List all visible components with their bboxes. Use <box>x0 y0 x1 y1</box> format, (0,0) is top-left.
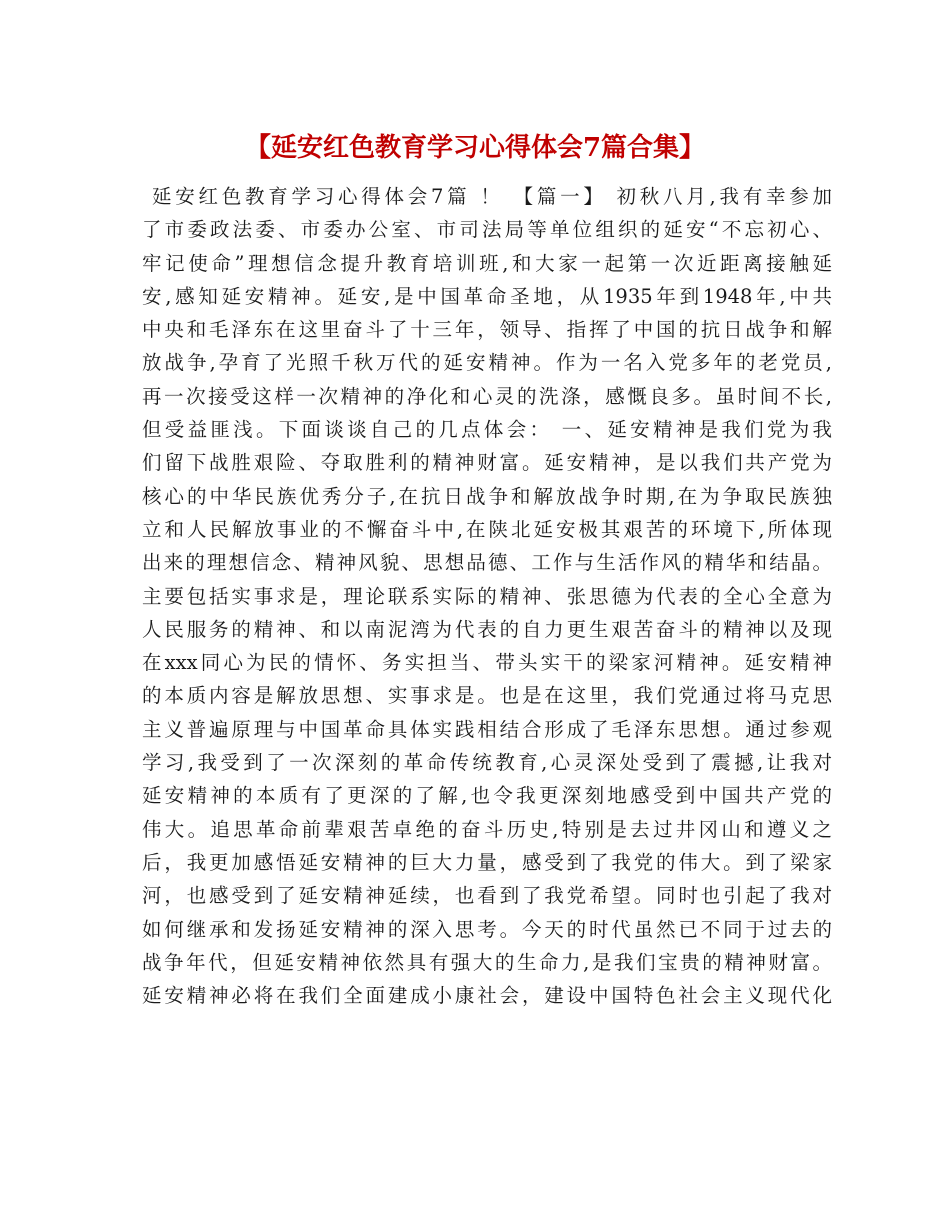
body-line: 们留下战胜艰险、夺取胜利的精神财富。延安精神，是以我们共产党为 <box>142 451 832 475</box>
document-title: 【延安红色教育学习心得体会7篇合集】 <box>244 133 706 163</box>
body-line: 如何继承和发扬延安精神的深入思考。今天的时代虽然已不同于过去的 <box>142 917 832 941</box>
body-line: 延安红色教育学习心得体会7篇 ！ 【篇一】 初秋八月,我有幸参加 <box>152 185 832 208</box>
body-line: 后，我更加感悟延安精神的巨大力量，感受到了我党的伟大。到了梁家 <box>142 850 832 874</box>
body-line: 了市委政法委、市委办公室、市司法局等单位组织的延安“不忘初心、 <box>142 218 832 242</box>
body-line: 安,感知延安精神。延安,是中国革命圣地，从1935年到1948年,中共 <box>142 284 832 308</box>
body-line: 伟大。追思革命前辈艰苦卓绝的奋斗历史,特别是去过井冈山和遵义之 <box>142 817 832 841</box>
body-line: 人民服务的精神、和以南泥湾为代表的自力更生艰苦奋斗的精神以及现 <box>142 617 832 641</box>
body-line: 核心的中华民族优秀分子,在抗日战争和解放战争时期,在为争取民族独 <box>142 484 832 508</box>
body-line: 延安精神必将在我们全面建成小康社会，建设中国特色社会主义现代化 <box>142 984 832 1008</box>
body-line: 的本质内容是解放思想、实事求是。也是在这里，我们党通过将马克思 <box>142 684 832 708</box>
body-line: 学习,我受到了一次深刻的革命传统教育,心灵深处受到了震撼,让我对 <box>142 751 832 775</box>
body-line: 主要包括实事求是，理论联系实际的精神、张思德为代表的全心全意为 <box>142 584 832 608</box>
body-line: 战争年代，但延安精神依然具有强大的生命力,是我们宝贵的精神财富。 <box>142 950 832 974</box>
body-line: 在xxx同心为民的情怀、务实担当、带头实干的梁家河精神。延安精神 <box>142 651 832 675</box>
body-line: 放战争,孕育了光照千秋万代的延安精神。作为一名入党多年的老党员, <box>142 351 832 375</box>
document-body <box>142 180 832 1012</box>
body-line: 延安精神的本质有了更深的了解,也令我更深刻地感受到中国共产党的 <box>142 784 832 808</box>
body-line: 再一次接受这样一次精神的净化和心灵的洗涤，感慨良多。虽时间不长, <box>142 384 832 408</box>
body-line: 中央和毛泽东在这里奋斗了十三年，领导、指挥了中国的抗日战争和解 <box>142 318 832 342</box>
body-line: 但受益匪浅。下面谈谈自己的几点体会： 一、延安精神是我们党为我 <box>142 418 832 442</box>
body-line: 出来的理想信念、精神风貌、思想品德、工作与生活作风的精华和结晶。 <box>142 551 832 575</box>
body-line: 河，也感受到了延安精神延续，也看到了我党希望。同时也引起了我对 <box>142 884 832 908</box>
body-line: 牢记使命”理想信念提升教育培训班,和大家一起第一次近距离接触延 <box>142 251 832 275</box>
body-line: 主义普遍原理与中国革命具体实践相结合形成了毛泽东思想。通过参观 <box>142 717 832 741</box>
body-line: 立和人民解放事业的不懈奋斗中,在陕北延安极其艰苦的环境下,所体现 <box>142 517 832 541</box>
